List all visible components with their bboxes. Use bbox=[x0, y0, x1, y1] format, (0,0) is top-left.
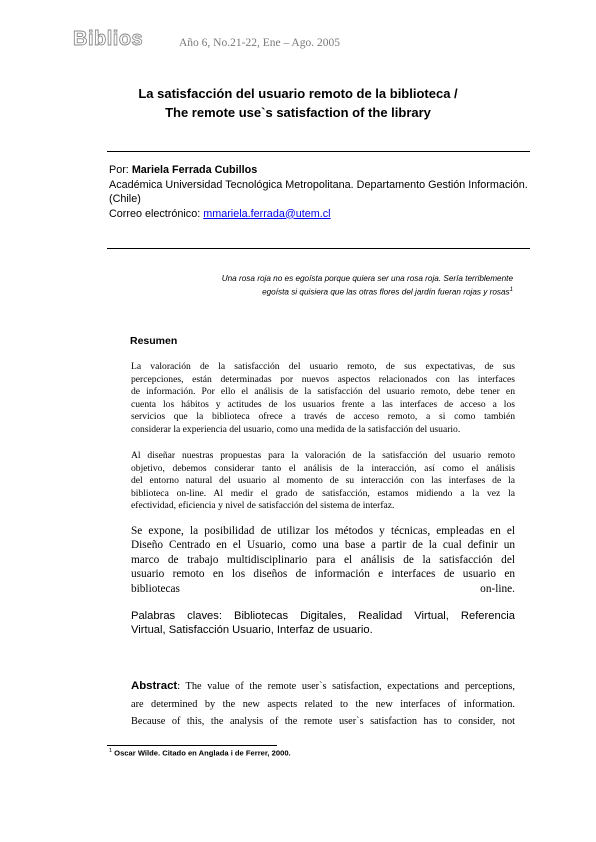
logo-text: Biblios bbox=[73, 28, 144, 50]
paragraph-line: Al diseñar nuestras propuestas para la valoración de la satisfacción del usuario remoto bbox=[131, 450, 515, 461]
resumen-paragraph-1 bbox=[131, 361, 515, 437]
abstract bbox=[131, 678, 515, 731]
email-line bbox=[109, 207, 529, 222]
abstract-line: Because of this, the analysis of the remote user`s satisfaction has to consider, not bbox=[131, 716, 515, 727]
paragraph-line: objetivo, debemos considerar tanto el análisis de la interacción, así como el análisis bbox=[131, 462, 515, 474]
paragraph-line: marco de trabajo multidisciplinario para el análisis de la satisfacción del bbox=[131, 553, 515, 566]
keywords-line-1: Palabras claves: Bibliotecas Digitales, Realidad Virtual, Referencia bbox=[131, 610, 515, 622]
paragraph-line: Se expone, la posibilidad de utilizar los métodos y técnicas, empleadas en el bbox=[131, 525, 515, 537]
divider-bottom bbox=[107, 248, 530, 249]
resumen-paragraph-3 bbox=[131, 524, 515, 596]
abstract-first-line: : The value of the remote user`s satisfaction, expectations and perceptions, bbox=[177, 681, 515, 692]
paragraph-line: considerar la experiencia del usuario, como una medida de la satisfacción del usuario. bbox=[131, 423, 461, 435]
paragraph-line: bibliotecas on-line. bbox=[131, 582, 515, 595]
paragraph-line: cuenta los hábitos y actitudes de los usuarios frente a las interfaces de acceso a los bbox=[131, 398, 515, 410]
paragraph-line: Diseño Centrado en el Usuario, como una base a partir de la cual definir un bbox=[131, 539, 515, 552]
resumen-paragraph-2 bbox=[131, 450, 515, 513]
paragraph-line: usuario remoto en los diseños de información e interfaces de usuario en bbox=[131, 568, 515, 581]
author-country: (Chile) bbox=[109, 193, 141, 205]
abstract-line: are determined by the new aspects related to the new interfaces of information. bbox=[131, 698, 515, 710]
author-line bbox=[109, 163, 529, 178]
paragraph-line: biblioteca on-line. Al medir el grado de satisfacción, estamos midiendo a la vez la bbox=[131, 487, 515, 499]
title-spanish: La satisfacción del usuario remoto de la biblioteca / bbox=[138, 86, 458, 101]
keywords-line-2: Virtual, Satisfacción Usuario, Interfaz de usuario. bbox=[131, 624, 373, 636]
divider-top bbox=[107, 151, 530, 152]
epigraph-line-2 bbox=[150, 285, 513, 298]
keywords bbox=[131, 609, 515, 637]
author-affiliation: Académica Universidad Tecnológica Metropolitana. Departamento Gestión Información. bbox=[109, 178, 528, 191]
footnote bbox=[109, 748, 291, 758]
footnote-ref[interactable]: 1 bbox=[509, 286, 513, 293]
email-label: Correo electrónico: bbox=[109, 207, 204, 220]
resumen-heading: Resumen bbox=[130, 335, 178, 347]
paragraph-line: de información. Por ello el análisis de la satisfacción del usuario remoto, debe tener en bbox=[131, 386, 515, 398]
title-english: The remote use`s satisfaction of the library bbox=[165, 105, 431, 120]
author-name: Mariela Ferrada Cubillos bbox=[131, 164, 258, 176]
abstract-line bbox=[131, 678, 515, 696]
paragraph-line: percepciones, están determinadas por nuevos aspectos relacionados con las interfaces bbox=[131, 373, 515, 385]
footnote-text: Oscar Wilde. Citado en Anglada i de Ferrer, 2000. bbox=[112, 748, 291, 758]
epigraph-line-2-text: egoísta si quisiera que las otras flores del jardín fueran rojas y rosas bbox=[262, 287, 510, 297]
abstract-label: Abstract bbox=[131, 680, 178, 692]
email-link[interactable]: mmariela.ferrada@utem.cl bbox=[203, 207, 331, 220]
paragraph-line: efectividad, eficiencia y nivel de satisfacción del sistema de interfaz. bbox=[131, 500, 395, 512]
epigraph bbox=[150, 274, 513, 298]
issue-info: Año 6, No.21-22, Ene – Ago. 2005 bbox=[179, 37, 340, 49]
paragraph-line: La valoración de la satisfacción del usuario remoto, de sus expectativas, de sus bbox=[131, 361, 515, 372]
footnote-divider bbox=[107, 745, 277, 746]
by-label: Por: bbox=[109, 164, 132, 176]
author-block bbox=[109, 163, 529, 221]
paragraph-line: servicios que la biblioteca ofrece a través de acceso remoto, a si como también bbox=[131, 411, 515, 423]
footnote-number: 1 bbox=[109, 748, 113, 754]
biblios-logo bbox=[73, 26, 157, 50]
paragraph-line: del entorno natural del usuario al momento de su interacción con las interfases de la bbox=[131, 475, 515, 487]
epigraph-line-1: Una rosa roja no es egoísta porque quiera ser una rosa roja. Sería terriblemente bbox=[221, 274, 513, 283]
